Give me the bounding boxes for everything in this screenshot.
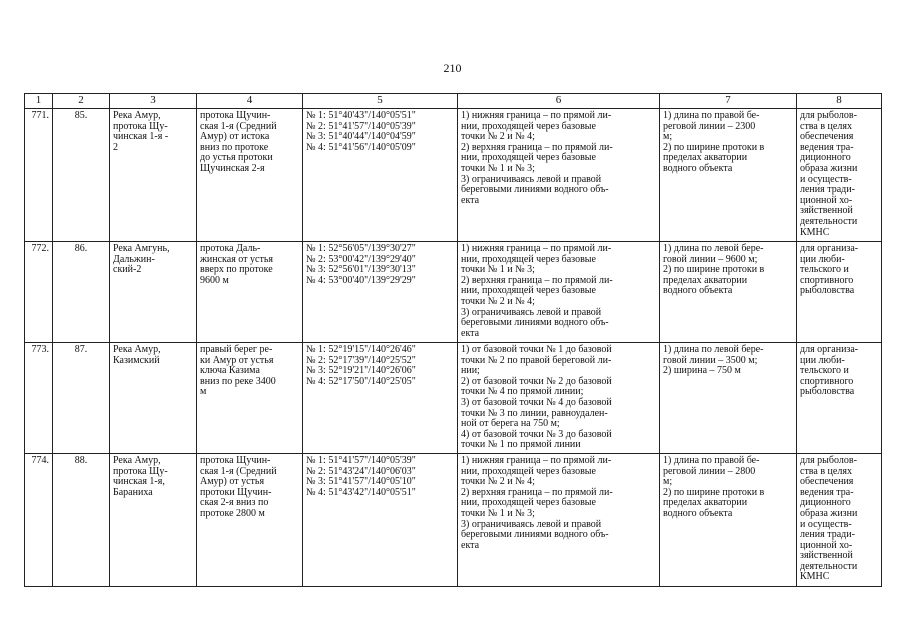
usage-purpose: для организа- ции люби- тельского и спортивного рыболовства xyxy=(797,242,882,343)
location-description: протока Щучин- ская 1-я (Средний Амур) от устья протоки Щучин- ская 2-я вниз по протоке 2800 м xyxy=(197,453,303,586)
base-point-coordinates: № 1: 52°56'05"/139°30'27" № 2: 53°00'42"/139°29'40" № 3: 52°56'01"/139°30'13" № 4: 53°00'40"/139°29'29" xyxy=(303,242,458,343)
column-header: 5 xyxy=(303,94,458,109)
column-header: 8 xyxy=(797,94,882,109)
area-number: 87. xyxy=(53,343,110,454)
area-size: 1) длина по левой бере- говой линии – 3500 м; 2) ширина – 750 м xyxy=(660,343,797,454)
column-header: 3 xyxy=(110,94,197,109)
area-number: 86. xyxy=(53,242,110,343)
area-borders: 1) нижняя граница – по прямой ли- нии, проходящей через базовые точки № 2 и № 4; 2) верхняя граница – по прямой ли- нии, проходящей через базовые точки № 1 и № 3; 3) ограничиваясь левой и правой береговыми линиями водного объ- екта xyxy=(458,109,660,242)
row-number: 773. xyxy=(25,343,53,454)
water-body-name: Река Амгунь, Дальжин- ский-2 xyxy=(110,242,197,343)
row-number: 774. xyxy=(25,453,53,586)
column-header: 4 xyxy=(197,94,303,109)
area-borders: 1) нижняя граница – по прямой ли- нии, проходящей через базовые точки № 2 и № 4; 2) верхняя граница – по прямой ли- нии, проходящей через базовые точки № 1 и № 3; 3) ограничиваясь левой и правой береговыми линиями водного объ- екта xyxy=(458,453,660,586)
page-number: 210 xyxy=(443,61,462,75)
usage-purpose: для рыболов- ства в целях обеспечения ведения тра- диционного образа жизни и осуществ- ления тради- ционной хо- зяйственной деятельности КМНС xyxy=(797,453,882,586)
base-point-coordinates: № 1: 51°41'57"/140°05'39" № 2: 51°43'24"/140°06'03" № 3: 51°41'57"/140°05'10" № 4: 51°43'42"/140°05'51" xyxy=(303,453,458,586)
column-header: 2 xyxy=(53,94,110,109)
area-size: 1) длина по левой бере- говой линии – 9600 м; 2) по ширине протоки в пределах акватории водного объекта xyxy=(660,242,797,343)
usage-purpose: для рыболов- ства в целях обеспечения ведения тра- диционного образа жизни и осуществ- ления тради- ционной хо- зяйственной деятельности КМНС xyxy=(797,109,882,242)
area-size: 1) длина по правой бе- реговой линии – 2800 м; 2) по ширине протоки в пределах акватории водного объекта xyxy=(660,453,797,586)
base-point-coordinates: № 1: 52°19'15"/140°26'46" № 2: 52°17'39"/140°25'52" № 3: 52°19'21"/140°26'06" № 4: 52°17'50"/140°25'05" xyxy=(303,343,458,454)
area-borders: 1) от базовой точки № 1 до базовой точки № 2 по правой береговой ли- нии; 2) от базовой точки № 2 до базовой точки № 4 по прямой линии; 3) от базовой точки № 4 до базовой точки № 3 по линии, равноудален- ной от берега на 750 м; 4) от базовой точки № 3 до базовой точки № 1 по прямой линии xyxy=(458,343,660,454)
usage-purpose: для организа- ции люби- тельского и спортивного рыболовства xyxy=(797,343,882,454)
column-header: 1 xyxy=(25,94,53,109)
area-size: 1) длина по правой бе- реговой линии – 2300 м; 2) по ширине протоки в пределах акватории водного объекта xyxy=(660,109,797,242)
row-number: 772. xyxy=(25,242,53,343)
area-number: 88. xyxy=(53,453,110,586)
location-description: правый берег ре- ки Амур от устья ключа Казима вниз по реке 3400 м xyxy=(197,343,303,454)
base-point-coordinates: № 1: 51°40'43"/140°05'51" № 2: 51°41'57"/140°05'39" № 3: 51°40'44"/140°04'59" № 4: 51°41'56"/140°05'09" xyxy=(303,109,458,242)
water-body-name: Река Амур, протока Щу- чинская 1-я - 2 xyxy=(110,109,197,242)
water-body-name: Река Амур, Казимский xyxy=(110,343,197,454)
column-header: 7 xyxy=(660,94,797,109)
water-body-name: Река Амур, протока Щу- чинская 1-я, Бараниха xyxy=(110,453,197,586)
row-number: 771. xyxy=(25,109,53,242)
location-description: протока Щучин- ская 1-я (Средний Амур) от истока вниз по протоке до устья протоки Щучинская 2-я xyxy=(197,109,303,242)
area-borders: 1) нижняя граница – по прямой ли- нии, проходящей через базовые точки № 1 и № 3; 2) верхняя граница – по прямой ли- нии, проходящей через базовые точки № 2 и № 4; 3) ограничиваясь левой и правой береговыми линиями водного объ- екта xyxy=(458,242,660,343)
table-row xyxy=(25,109,882,242)
table-row xyxy=(25,343,882,454)
table-row xyxy=(25,242,882,343)
table-row xyxy=(25,453,882,586)
column-header: 6 xyxy=(458,94,660,109)
fishing-areas-table xyxy=(24,93,882,587)
area-number: 85. xyxy=(53,109,110,242)
location-description: протока Даль- жинская от устья вверх по протоке 9600 м xyxy=(197,242,303,343)
table-header-row xyxy=(25,94,882,109)
